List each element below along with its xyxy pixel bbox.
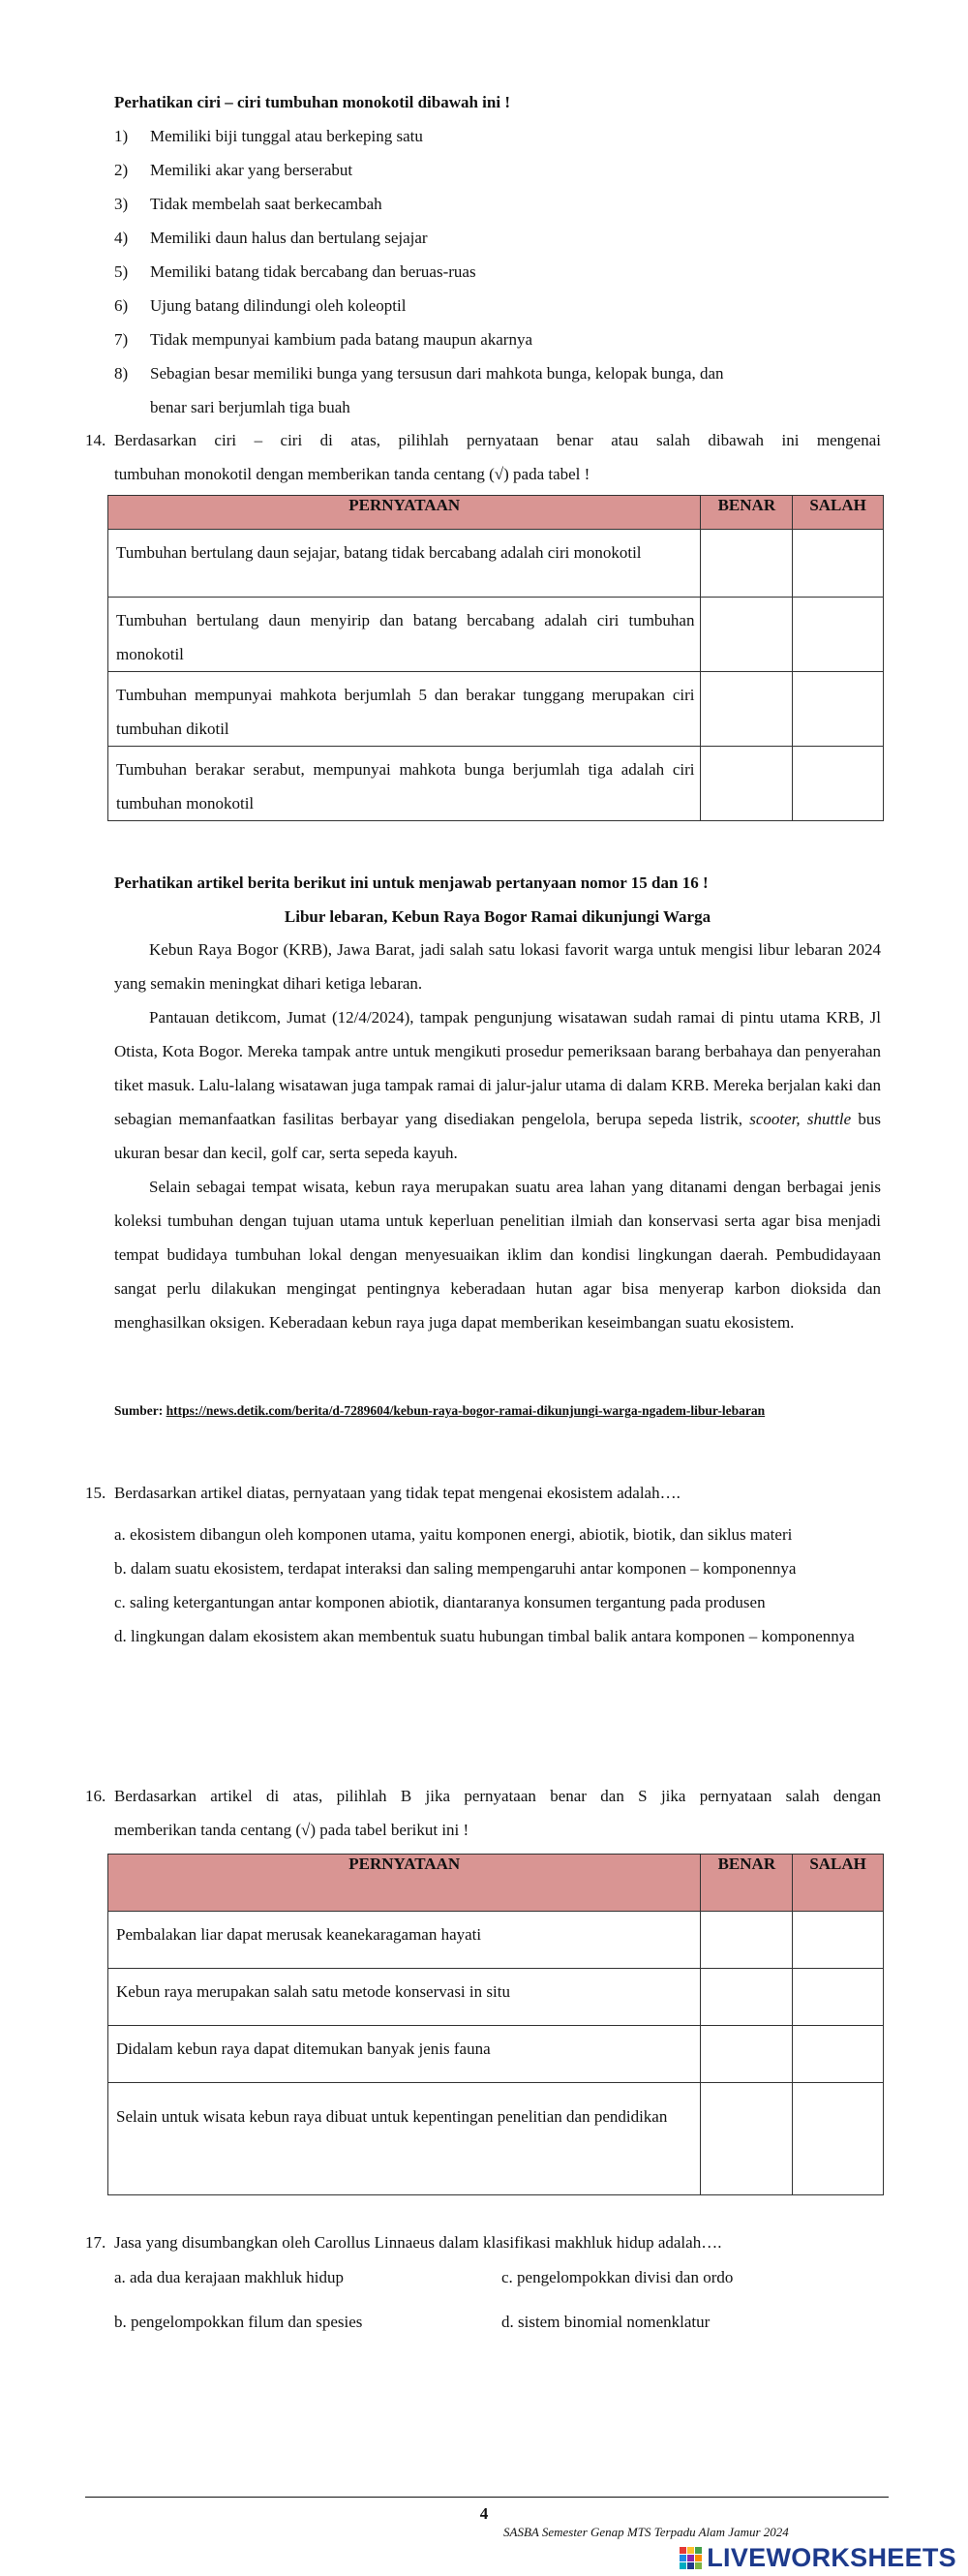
feature-text: Memiliki akar yang berserabut xyxy=(150,161,353,179)
header-statement: PERNYATAAN xyxy=(108,496,701,530)
statement-text: Didalam kebun raya dapat ditemukan banyak jenis fauna xyxy=(116,2039,491,2058)
feature-number: 3) xyxy=(114,195,129,213)
q15-option-a[interactable]: a. ekosistem dibangun oleh komponen utama, yaitu komponen energi, abiotik, biotik, dan siklus materi xyxy=(114,1525,793,1544)
footer-caption: SASBA Semester Genap MTS Terpadu Alam Jamur 2024 xyxy=(503,2525,789,2539)
q14-text: Berdasarkan ciri – ciri di atas, pilihlah pernyataan benar atau salah dibawah ini mengenai xyxy=(114,431,881,449)
q17-option-b[interactable]: b. pengelompokkan filum dan spesies xyxy=(114,2313,363,2331)
true-checkbox-cell[interactable] xyxy=(701,1912,793,1969)
false-checkbox-cell[interactable] xyxy=(793,598,884,672)
article-title: Libur lebaran, Kebun Raya Bogor Ramai dikunjungi Warga xyxy=(284,907,711,926)
article-instruction: Perhatikan artikel berita berikut ini untuk menjawab pertanyaan nomor 15 dan 16 ! xyxy=(114,874,709,892)
statement-text: Pembalakan liar dapat merusak keanekaragaman hayati xyxy=(116,1925,482,1944)
feature-text: Sebagian besar memiliki bunga yang tersusun dari mahkota bunga, kelopak bunga, dan xyxy=(150,364,724,383)
q16-text-continued: memberikan tanda centang (√) pada tabel berikut ini ! xyxy=(114,1821,469,1839)
feature-number: 5) xyxy=(114,262,129,281)
table-row xyxy=(108,1912,884,1969)
article-italic-text: scooter, shuttle xyxy=(749,1110,852,1128)
feature-number: 2) xyxy=(114,161,129,179)
false-checkbox-cell[interactable] xyxy=(793,2083,884,2195)
true-checkbox-cell[interactable] xyxy=(701,2026,793,2083)
q16-number: 16. xyxy=(85,1787,106,1805)
header-true: BENAR xyxy=(701,1855,793,1912)
true-checkbox-cell[interactable] xyxy=(701,1969,793,2026)
feature-number: 4) xyxy=(114,229,129,247)
false-checkbox-cell[interactable] xyxy=(793,2026,884,2083)
article-body xyxy=(114,933,881,1339)
liveworksheets-brand: LIVEWORKSHEETS xyxy=(707,2543,956,2572)
table-row xyxy=(108,672,884,747)
q15-option-b[interactable]: b. dalam suatu ekosistem, terdapat interaksi dan saling mempengaruhi antar komponen – komponennya xyxy=(114,1559,797,1578)
statement-text: Tumbuhan berakar serabut, mempunyai mahkota bunga berjumlah tiga adalah ciri tumbuhan monokotil xyxy=(116,760,695,813)
page-number: 4 xyxy=(479,2504,489,2523)
table-row xyxy=(108,530,884,598)
table-row xyxy=(108,598,884,672)
q14-table xyxy=(107,495,884,821)
statement-text: Tumbuhan bertulang daun sejajar, batang tidak bercabang adalah ciri monokotil xyxy=(116,543,642,562)
q17-option-a[interactable]: a. ada dua kerajaan makhluk hidup xyxy=(114,2268,344,2286)
q17-text: Jasa yang disumbangkan oleh Carollus Linnaeus dalam klasifikasi makhluk hidup adalah…. xyxy=(114,2233,722,2252)
liveworksheets-logo xyxy=(680,2543,956,2573)
false-checkbox-cell[interactable] xyxy=(793,747,884,821)
table-row xyxy=(108,1969,884,2026)
liveworksheets-icon xyxy=(680,2547,702,2569)
false-checkbox-cell[interactable] xyxy=(793,1912,884,1969)
statement-text: Tumbuhan mempunyai mahkota berjumlah 5 dan berakar tunggang merupakan ciri tumbuhan dikotil xyxy=(116,686,695,738)
q14-number: 14. xyxy=(85,431,106,449)
header-true: BENAR xyxy=(701,496,793,530)
header-false: SALAH xyxy=(793,1855,884,1912)
q15-options xyxy=(114,1518,881,1653)
article-paragraph: Kebun Raya Bogor (KRB), Jawa Barat, jadi salah satu lokasi favorit warga untuk mengisi libur lebaran 2024 yang semakin meningkat dihari ketiga lebaran. xyxy=(114,940,881,993)
q17-number: 17. xyxy=(85,2233,106,2252)
article-paragraph: Selain sebagai tempat wisata, kebun raya merupakan suatu area lahan yang ditanami dengan berbagai jenis koleksi tumbuhan dengan tujuan utama untuk keperluan penelitian ilmiah dan konservasi serta agar bisa menjadi tempat budidaya tumbuhan lokal dengan menyesuaikan iklim dan kondisi lingkungan daerah. Pembudidayaan sangat perlu dilakukan mengingat pentingnya keberadaan hutan agar bisa menyerap karbon dioksida dan menghasilkan oksigen. Keberadaan kebun raya juga dapat memberikan keseimbangan suatu ekosistem. xyxy=(114,1178,881,1332)
feature-text: Memiliki biji tunggal atau berkeping satu xyxy=(150,127,423,145)
source-label: Sumber: xyxy=(114,1403,164,1418)
q17-option-c[interactable]: c. pengelompokkan divisi dan ordo xyxy=(501,2268,734,2286)
true-checkbox-cell[interactable] xyxy=(701,530,793,598)
true-checkbox-cell[interactable] xyxy=(701,598,793,672)
feature-number: 1) xyxy=(114,127,129,145)
feature-number: 6) xyxy=(114,296,129,315)
statement-text: Tumbuhan bertulang daun menyirip dan batang bercabang adalah ciri tumbuhan monokotil xyxy=(116,611,695,663)
q15-text: Berdasarkan artikel diatas, pernyataan yang tidak tepat mengenai ekosistem adalah…. xyxy=(114,1484,681,1502)
feature-text: Memiliki batang tidak bercabang dan beruas-ruas xyxy=(150,262,476,281)
table-row xyxy=(108,747,884,821)
true-checkbox-cell[interactable] xyxy=(701,2083,793,2195)
true-checkbox-cell[interactable] xyxy=(701,747,793,821)
feature-text: Tidak mempunyai kambium pada batang maupun akarnya xyxy=(150,330,533,349)
false-checkbox-cell[interactable] xyxy=(793,1969,884,2026)
table-row xyxy=(108,2083,884,2195)
footer-divider xyxy=(85,2497,889,2498)
q16-table xyxy=(107,1854,884,2195)
header-statement: PERNYATAAN xyxy=(108,1855,701,1912)
q15-option-c[interactable]: c. saling ketergantungan antar komponen abiotik, diantaranya konsumen tergantung pada produsen xyxy=(114,1593,766,1611)
q14-text-continued: tumbuhan monokotil dengan memberikan tanda centang (√) pada tabel ! xyxy=(114,465,590,483)
feature-text: Tidak membelah saat berkecambah xyxy=(150,195,382,213)
feature-text: Ujung batang dilindungi oleh koleoptil xyxy=(150,296,407,315)
q17-option-d[interactable]: d. sistem binomial nomenklatur xyxy=(501,2313,711,2331)
article-text: bus ukuran besar dan kecil, golf car, serta sepeda kayuh. xyxy=(114,1110,881,1162)
source-link[interactable]: https://news.detik.com/berita/d-7289604/kebun-raya-bogor-ramai-dikunjungi-warga-ngadem-libur-lebaran xyxy=(166,1403,766,1418)
true-checkbox-cell[interactable] xyxy=(701,672,793,747)
header-false: SALAH xyxy=(793,496,884,530)
false-checkbox-cell[interactable] xyxy=(793,530,884,598)
statement-text: Kebun raya merupakan salah satu metode konservasi in situ xyxy=(116,1982,510,2001)
article-source xyxy=(114,1398,881,1424)
feature-text-continued: benar sari berjumlah tiga buah xyxy=(150,398,350,416)
feature-number: 8) xyxy=(114,364,129,383)
intro-title: Perhatikan ciri – ciri tumbuhan monokotil dibawah ini ! xyxy=(114,93,510,111)
q15-option-d[interactable]: d. lingkungan dalam ekosistem akan membentuk suatu hubungan timbal balik antara komponen – komponennya xyxy=(114,1627,855,1645)
false-checkbox-cell[interactable] xyxy=(793,672,884,747)
feature-text: Memiliki daun halus dan bertulang sejajar xyxy=(150,229,428,247)
feature-number: 7) xyxy=(114,330,129,349)
q15-number: 15. xyxy=(85,1484,106,1502)
article-text: Pantauan detikcom, Jumat (12/4/2024), tampak pengunjung wisatawan sudah ramai di pintu utama KRB, Jl Otista, Kota Bogor. Mereka tampak antre untuk mengikuti prosedur pemeriksaan barang berbahaya dan penyerahan tiket masuk. Lalu-lalang wisatawan juga tampak ramai di jalur-jalur utama di dalam KRB. Mereka berjalan kaki dan sebagian memanfaatkan fasilitas berbayar yang disediakan pengelola, berupa sepeda listrik, xyxy=(114,1008,881,1128)
statement-text: Selain untuk wisata kebun raya dibuat untuk kepentingan penelitian dan pendidikan xyxy=(116,2107,668,2126)
q16-text: Berdasarkan artikel di atas, pilihlah B jika pernyataan benar dan S jika pernyataan salah dengan xyxy=(114,1787,881,1805)
table-row xyxy=(108,2026,884,2083)
article-paragraph xyxy=(114,1000,881,1170)
